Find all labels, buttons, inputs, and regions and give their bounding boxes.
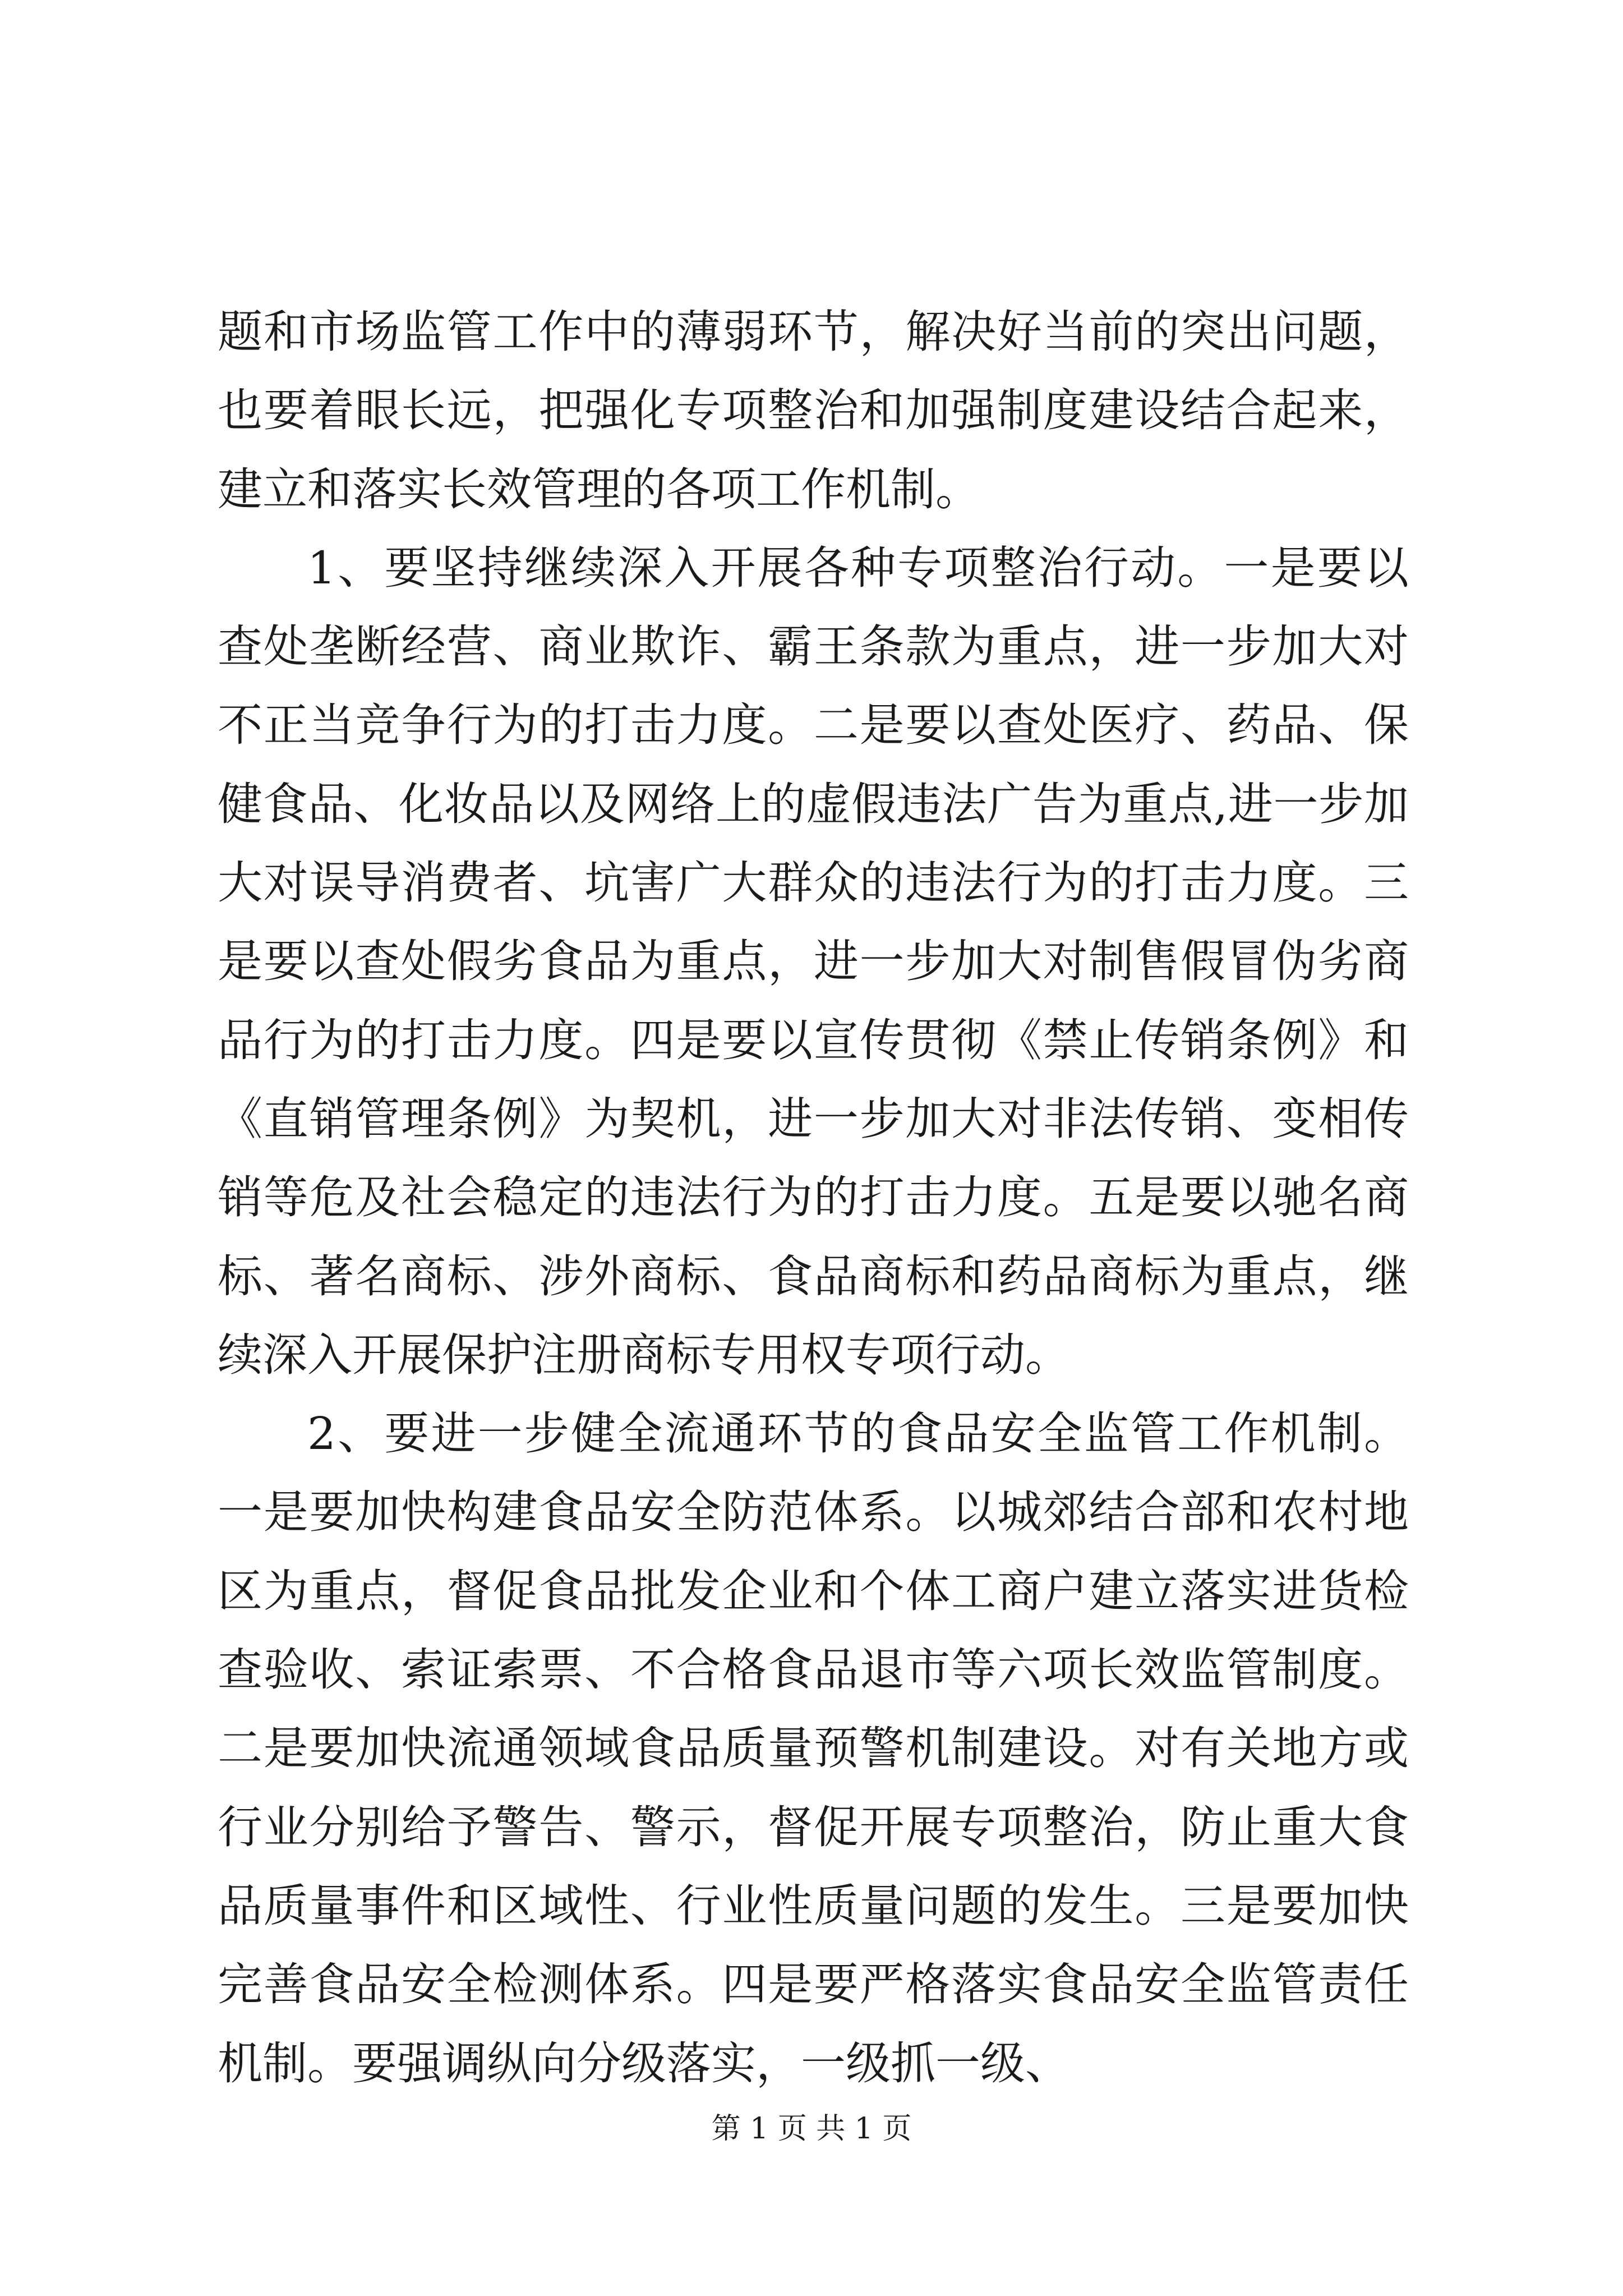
paragraph-item-1: 1、要坚持继续深入开展各种专项整治行动。一是要以查处垄断经营、商业欺诈、霸王条款为重点，进一步加大对不正当竞争行为的打击力度。二是要以查处医疗、药品、保健食品、化妆品以及网络上的虚假违法广告为重点,进一步加大对误导消费者、坑害广大群众的违法行为的打击力度。三是要以查处假劣食品为重点，进一步加大对制售假冒伪劣商品行为的打击力度。四是要以宣传贯彻《禁止传销条例》和《直销管理条例》为契机，进一步加大对非法传销、变相传销等危及社会稳定的违法行为的打击力度。五是要以驰名商标、著名商标、涉外商标、食品商标和药品商标为重点，继续深入开展保护注册商标专用权专项行动。 <box>218 541 1409 1381</box>
document-body <box>218 293 1409 2103</box>
page-number-label: 第 1 页 共 1 页 <box>711 2112 912 2146</box>
paragraph-continuation: 题和市场监管工作中的薄弱环节，解决好当前的突出问题，也要着眼长远，把强化专项整治和加强制度建设结合起来，建立和落实长效管理的各项工作机制。 <box>218 306 1409 516</box>
page-footer <box>0 2109 1623 2148</box>
paragraph-item-2: 2、要进一步健全流通环节的食品安全监管工作机制。一是要加快构建食品安全防范体系。以城郊结合部和农村地区为重点，督促食品批发企业和个体工商户建立落实进货检查验收、索证索票、不合格食品退市等六项长效监管制度。二是要加快流通领域食品质量预警机制建设。对有关地方或行业分别给予警告、警示，督促开展专项整治，防止重大食品质量事件和区域性、行业性质量问题的发生。三是要加快完善食品安全检测体系。四是要严格落实食品安全监管责任机制。要强调纵向分级落实，一级抓一级、 <box>218 1407 1409 2090</box>
